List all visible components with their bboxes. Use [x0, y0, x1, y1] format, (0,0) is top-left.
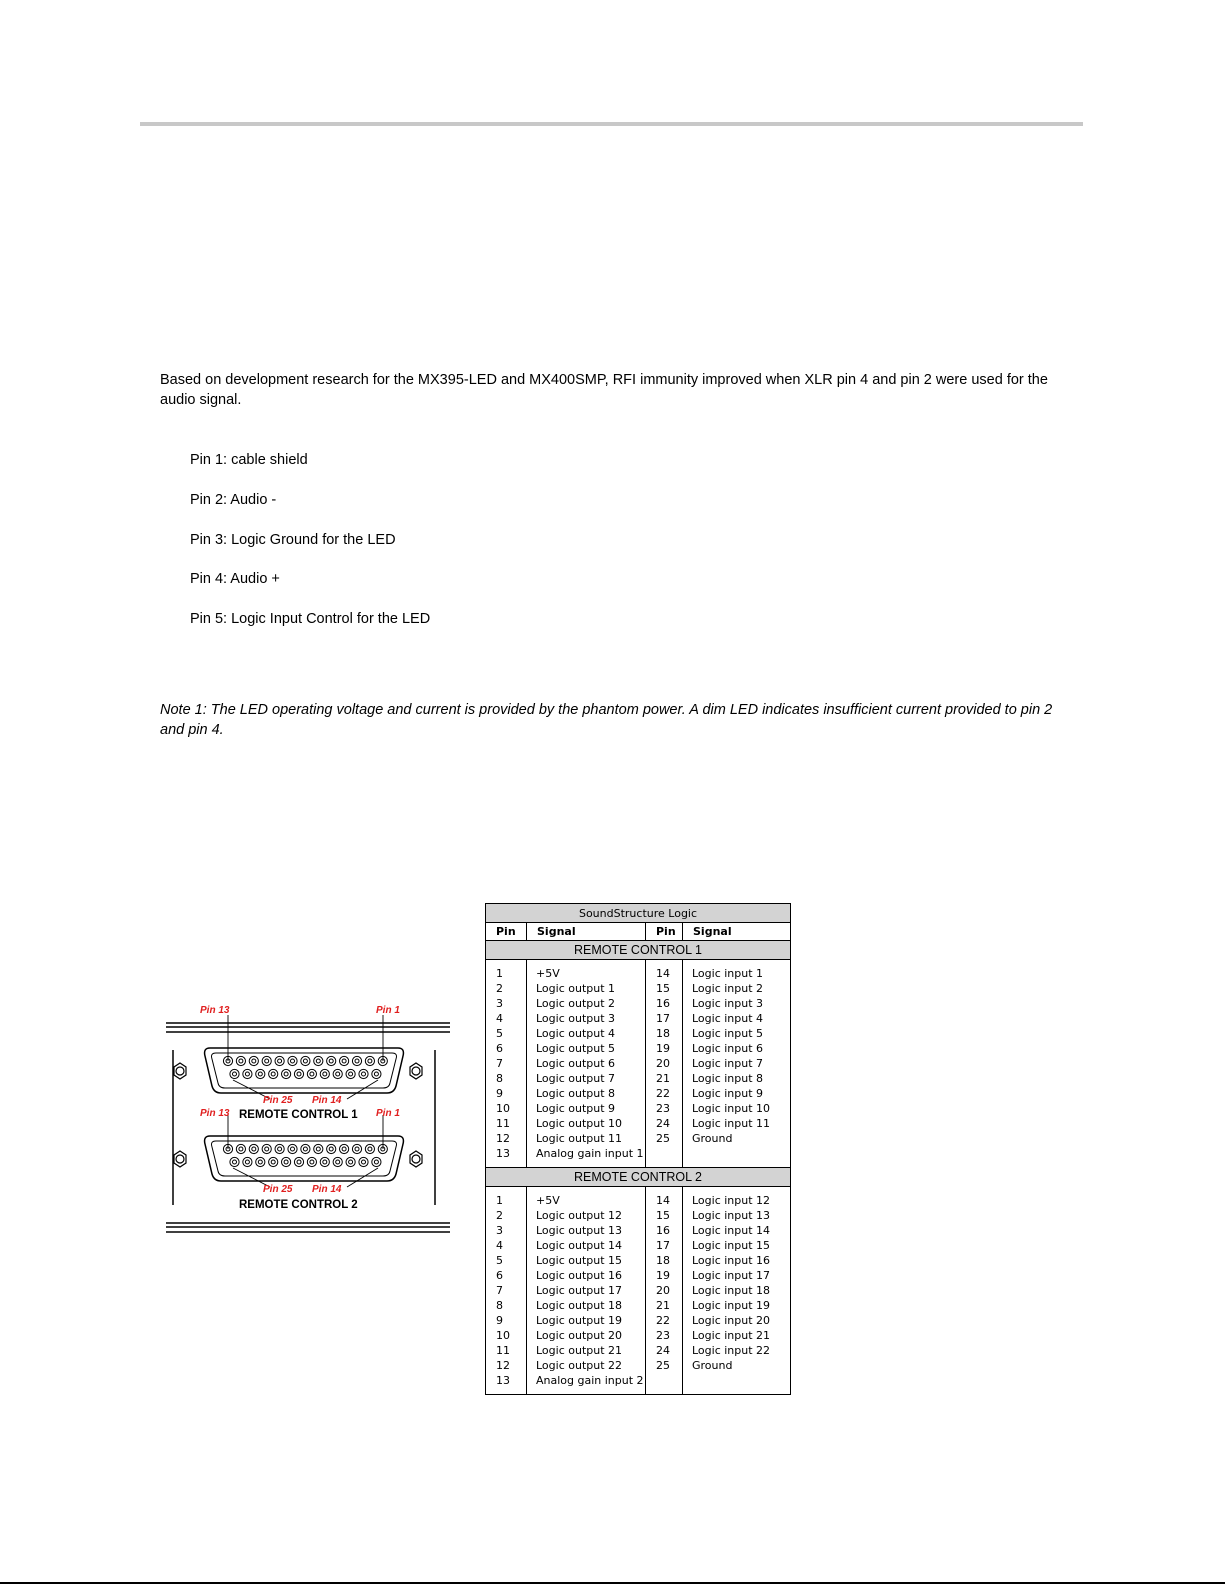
row-signal-right: Logic input 22 [683, 1343, 791, 1358]
connector-pin-core [233, 1160, 237, 1164]
connector-pin [288, 1056, 297, 1065]
connector-pin [372, 1157, 381, 1166]
connector-pin-core [245, 1072, 249, 1076]
connector-pin-core [316, 1147, 320, 1151]
connector-pin [249, 1144, 258, 1153]
connector-pin [346, 1069, 355, 1078]
connector-pin-core [258, 1072, 262, 1076]
table-row [486, 1268, 791, 1283]
row-pin-left: 11 [486, 1343, 527, 1358]
connector-pin-core [310, 1072, 314, 1076]
row-pin-right: 15 [646, 981, 683, 996]
section-1-title-body [486, 941, 791, 960]
row-pin-left: 1 [486, 1187, 527, 1209]
connector-pin [327, 1056, 336, 1065]
row-signal-right: Logic input 17 [683, 1268, 791, 1283]
row-signal-left: Logic output 16 [527, 1268, 646, 1283]
row-signal-left: Logic output 5 [527, 1041, 646, 1056]
connector-pin-core [374, 1072, 378, 1076]
table-row [486, 1116, 791, 1131]
connector-pin-core [239, 1147, 243, 1151]
row-signal-right: Logic input 18 [683, 1283, 791, 1298]
remote-control-1-label: REMOTE CONTROL 1 [239, 1109, 358, 1121]
connector-pin [301, 1056, 310, 1065]
connector-pin [288, 1144, 297, 1153]
row-pin-left: 3 [486, 996, 527, 1011]
row-signal-left: Logic output 15 [527, 1253, 646, 1268]
connector-pin-core [271, 1160, 275, 1164]
row-signal-left: Logic output 2 [527, 996, 646, 1011]
pin-item-5: Pin 5: Logic Input Control for the LED [190, 611, 431, 627]
row-pin-left: 9 [486, 1086, 527, 1101]
connector-pin-core [342, 1059, 346, 1063]
row-pin-left: 12 [486, 1358, 527, 1373]
connector-pin-core [368, 1147, 372, 1151]
connector-pin [359, 1157, 368, 1166]
connector-pin [359, 1069, 368, 1078]
row-pin-left: 6 [486, 1041, 527, 1056]
row-signal-right: Logic input 2 [683, 981, 791, 996]
table-row [486, 1071, 791, 1086]
row-signal-left: Analog gain input 2 [527, 1373, 646, 1395]
connector-pin-core [252, 1059, 256, 1063]
connector-pin [275, 1144, 284, 1153]
table-row [486, 1187, 791, 1209]
connector-diagram [160, 1000, 455, 1250]
table-row [486, 1101, 791, 1116]
connector-pin-core [336, 1160, 340, 1164]
connector-pin-core [362, 1160, 366, 1164]
connector-pin [365, 1056, 374, 1065]
row-signal-left: Logic output 18 [527, 1298, 646, 1313]
connector-pin [365, 1144, 374, 1153]
connector-pin-core [297, 1160, 301, 1164]
connector-pin [243, 1069, 252, 1078]
connector-pin-core [329, 1147, 333, 1151]
row-signal-right: Ground [683, 1358, 791, 1373]
remote-control-2-label: REMOTE CONTROL 2 [239, 1199, 358, 1211]
connector-pin-core [374, 1160, 378, 1164]
connector-pin-core [362, 1072, 366, 1076]
connector-pin-core [323, 1072, 327, 1076]
header-signal-2: Signal [683, 923, 791, 941]
table-row [486, 1223, 791, 1238]
connector-pin-core [245, 1160, 249, 1164]
row-signal-right: Logic input 16 [683, 1253, 791, 1268]
row-signal-left: Logic output 10 [527, 1116, 646, 1131]
connector-pin [262, 1144, 271, 1153]
row-signal-right [683, 1373, 791, 1395]
connector-pin [327, 1144, 336, 1153]
row-pin-left: 7 [486, 1283, 527, 1298]
connector-pin-core [349, 1072, 353, 1076]
row-pin-left: 10 [486, 1328, 527, 1343]
connector-pin [249, 1056, 258, 1065]
row-pin-left: 11 [486, 1116, 527, 1131]
row-pin-right [646, 1146, 683, 1168]
connector-pin [256, 1069, 265, 1078]
row-pin-right: 20 [646, 1283, 683, 1298]
connector-pin [236, 1056, 245, 1065]
pin-item-1: Pin 1: cable shield [190, 452, 308, 468]
row-signal-left: Logic output 6 [527, 1056, 646, 1071]
table-row [486, 1208, 791, 1223]
connector-pin [307, 1157, 316, 1166]
connector-pin [320, 1157, 329, 1166]
row-pin-right: 18 [646, 1253, 683, 1268]
row-signal-right: Logic input 21 [683, 1328, 791, 1343]
table-row [486, 1253, 791, 1268]
row-pin-right: 19 [646, 1268, 683, 1283]
row-pin-right: 25 [646, 1358, 683, 1373]
connector-pin-core [291, 1059, 295, 1063]
connector-pin-core [284, 1160, 288, 1164]
row-signal-right: Logic input 20 [683, 1313, 791, 1328]
row-pin-left: 10 [486, 1101, 527, 1116]
section-2-rows [486, 1187, 791, 1395]
pin13-label-top: Pin 13 [200, 1005, 230, 1016]
row-signal-left: Analog gain input 1 [527, 1146, 646, 1168]
connector-pin [307, 1069, 316, 1078]
connector-pin [352, 1144, 361, 1153]
section-2-title-body [486, 1168, 791, 1187]
row-pin-right: 18 [646, 1026, 683, 1041]
header-pin-1: Pin [486, 923, 527, 941]
table-row [486, 1011, 791, 1026]
connector-pin-core [297, 1072, 301, 1076]
row-pin-left: 6 [486, 1268, 527, 1283]
section-title-remote-control-1: REMOTE CONTROL 1 [486, 941, 791, 960]
connector-pin-core [310, 1160, 314, 1164]
row-pin-left: 7 [486, 1056, 527, 1071]
row-signal-left: Logic output 12 [527, 1208, 646, 1223]
row-pin-left: 8 [486, 1071, 527, 1086]
table-row [486, 1131, 791, 1146]
row-signal-right: Logic input 19 [683, 1298, 791, 1313]
row-pin-right: 17 [646, 1238, 683, 1253]
connector-pin [333, 1157, 342, 1166]
row-signal-left: Logic output 3 [527, 1011, 646, 1026]
row-pin-right: 21 [646, 1071, 683, 1086]
connector-pin-core [303, 1059, 307, 1063]
connector-pin-core [265, 1059, 269, 1063]
pin14-label-1: Pin 14 [312, 1095, 342, 1106]
connector-pin-core [284, 1072, 288, 1076]
row-pin-left: 8 [486, 1298, 527, 1313]
intro-paragraph: Based on development research for the MX395-LED and MX400SMP, RFI immunity improved when XLR pin 4 and pin 2 were used for the audio signal. [160, 372, 1048, 408]
connector-pin [340, 1056, 349, 1065]
connector-pin-core [349, 1160, 353, 1164]
connector-pin-core [233, 1072, 237, 1076]
row-pin-right: 14 [646, 1187, 683, 1209]
table-row [486, 1086, 791, 1101]
row-pin-left: 5 [486, 1253, 527, 1268]
row-signal-right: Logic input 4 [683, 1011, 791, 1026]
connector-pin [352, 1056, 361, 1065]
header-pin-2: Pin [646, 923, 683, 941]
connector-pin-core [368, 1059, 372, 1063]
connector-pin-core [239, 1059, 243, 1063]
row-signal-right: Logic input 15 [683, 1238, 791, 1253]
row-signal-left: Logic output 21 [527, 1343, 646, 1358]
connector-pin-core [291, 1147, 295, 1151]
connector-pin [301, 1144, 310, 1153]
table-row [486, 1343, 791, 1358]
connector-pin-core [355, 1059, 359, 1063]
footer-rule [0, 1582, 1225, 1584]
row-signal-left: Logic output 7 [527, 1071, 646, 1086]
row-signal-right: Logic input 12 [683, 1187, 791, 1209]
connector-pin-core [316, 1059, 320, 1063]
connector-pin [230, 1157, 239, 1166]
row-pin-right: 17 [646, 1011, 683, 1026]
connector-diagram-svg [160, 1000, 455, 1250]
row-signal-left: Logic output 14 [527, 1238, 646, 1253]
connector-pin [314, 1056, 323, 1065]
connector-pin [236, 1144, 245, 1153]
connector-pin [372, 1069, 381, 1078]
row-pin-left: 4 [486, 1238, 527, 1253]
connector-pin-core [342, 1147, 346, 1151]
row-pin-right: 22 [646, 1086, 683, 1101]
row-signal-right: Logic input 9 [683, 1086, 791, 1101]
row-pin-left: 2 [486, 1208, 527, 1223]
pin25-label-1: Pin 25 [263, 1095, 293, 1106]
row-signal-right: Logic input 6 [683, 1041, 791, 1056]
row-pin-right: 24 [646, 1116, 683, 1131]
table-row [486, 1238, 791, 1253]
connector-pin-core [336, 1072, 340, 1076]
row-pin-left: 13 [486, 1146, 527, 1168]
pin-item-4: Pin 4: Audio + [190, 571, 280, 587]
connector-pin-core [355, 1147, 359, 1151]
section-1-rows [486, 960, 791, 1168]
row-signal-left: Logic output 17 [527, 1283, 646, 1298]
table-row [486, 1146, 791, 1168]
row-pin-right: 21 [646, 1298, 683, 1313]
row-pin-right [646, 1373, 683, 1395]
pin13-label-2: Pin 13 [200, 1108, 230, 1119]
connector-pin [256, 1157, 265, 1166]
connector-pin [314, 1144, 323, 1153]
connector-pin-core [323, 1160, 327, 1164]
table-row [486, 1373, 791, 1395]
row-pin-right: 24 [646, 1343, 683, 1358]
row-pin-right: 23 [646, 1101, 683, 1116]
row-signal-left: +5V [527, 1187, 646, 1209]
connector-pin-core [252, 1147, 256, 1151]
row-signal-left: Logic output 13 [527, 1223, 646, 1238]
row-signal-left: Logic output 11 [527, 1131, 646, 1146]
table-row [486, 1313, 791, 1328]
table-row [486, 1328, 791, 1343]
row-pin-left: 12 [486, 1131, 527, 1146]
header-rule [140, 122, 1083, 126]
row-signal-left: Logic output 8 [527, 1086, 646, 1101]
row-pin-left: 2 [486, 981, 527, 996]
connector-pin-core [258, 1160, 262, 1164]
row-pin-right: 19 [646, 1041, 683, 1056]
row-signal-left: Logic output 20 [527, 1328, 646, 1343]
pin1-label-2: Pin 1 [376, 1108, 400, 1119]
connector-pin [294, 1069, 303, 1078]
connector-pin [294, 1157, 303, 1166]
connector-pin [320, 1069, 329, 1078]
row-signal-right: Logic input 3 [683, 996, 791, 1011]
connector-pin-core [278, 1147, 282, 1151]
row-signal-right: Logic input 13 [683, 1208, 791, 1223]
header-signal-1: Signal [527, 923, 646, 941]
table-row [486, 996, 791, 1011]
row-pin-right: 22 [646, 1313, 683, 1328]
row-pin-left: 13 [486, 1373, 527, 1395]
table-row [486, 1056, 791, 1071]
table-title: SoundStructure Logic [486, 904, 791, 923]
table-row [486, 1298, 791, 1313]
table-row [486, 1026, 791, 1041]
row-pin-left: 5 [486, 1026, 527, 1041]
row-signal-right: Logic input 14 [683, 1223, 791, 1238]
row-pin-right: 15 [646, 1208, 683, 1223]
row-signal-left: Logic output 9 [527, 1101, 646, 1116]
row-pin-right: 16 [646, 1223, 683, 1238]
soundstructure-logic-table [485, 903, 791, 1395]
pin1-label-top: Pin 1 [376, 1005, 400, 1016]
connector-pin [346, 1157, 355, 1166]
connector-pin [340, 1144, 349, 1153]
row-signal-right: Logic input 7 [683, 1056, 791, 1071]
connector-pin [230, 1069, 239, 1078]
row-pin-right: 16 [646, 996, 683, 1011]
row-pin-left: 1 [486, 960, 527, 982]
row-signal-right: Logic input 5 [683, 1026, 791, 1041]
row-signal-right: Logic input 10 [683, 1101, 791, 1116]
row-pin-left: 3 [486, 1223, 527, 1238]
connector-pin [262, 1056, 271, 1065]
connector-pin [269, 1157, 278, 1166]
row-pin-right: 23 [646, 1328, 683, 1343]
row-signal-right: Logic input 11 [683, 1116, 791, 1131]
table-row [486, 1041, 791, 1056]
row-pin-left: 4 [486, 1011, 527, 1026]
row-signal-left: Logic output 22 [527, 1358, 646, 1373]
table-row [486, 1358, 791, 1373]
pin-item-2: Pin 2: Audio - [190, 492, 277, 508]
row-pin-right: 25 [646, 1131, 683, 1146]
connector-pin-core [278, 1059, 282, 1063]
connector-pin-core [265, 1147, 269, 1151]
row-pin-right: 14 [646, 960, 683, 982]
row-signal-left: Logic output 19 [527, 1313, 646, 1328]
row-signal-left: Logic output 1 [527, 981, 646, 996]
pin-item-3: Pin 3: Logic Ground for the LED [190, 532, 396, 548]
connector-pin-core [303, 1147, 307, 1151]
row-signal-right: Logic input 8 [683, 1071, 791, 1086]
connector-pin-core [271, 1072, 275, 1076]
row-signal-right [683, 1146, 791, 1168]
note-paragraph: Note 1: The LED operating voltage and current is provided by the phantom power. A dim LED indicates insufficient current provided to pin 2 and pin 4. [160, 702, 1053, 738]
connector-pin [333, 1069, 342, 1078]
row-pin-left: 9 [486, 1313, 527, 1328]
connector-pin [269, 1069, 278, 1078]
table-row [486, 981, 791, 996]
row-signal-right: Logic input 1 [683, 960, 791, 982]
connector-pin [243, 1157, 252, 1166]
row-pin-right: 20 [646, 1056, 683, 1071]
section-title-remote-control-2: REMOTE CONTROL 2 [486, 1168, 791, 1187]
connector-pin-core [329, 1059, 333, 1063]
row-signal-left: Logic output 4 [527, 1026, 646, 1041]
table-row [486, 1283, 791, 1298]
row-signal-right: Ground [683, 1131, 791, 1146]
connector-pin [282, 1157, 291, 1166]
table-row [486, 960, 791, 982]
pin25-label-2: Pin 25 [263, 1184, 293, 1195]
connector-pin [282, 1069, 291, 1078]
row-signal-left: +5V [527, 960, 646, 982]
connector-pin [275, 1056, 284, 1065]
pin14-label-2: Pin 14 [312, 1184, 342, 1195]
